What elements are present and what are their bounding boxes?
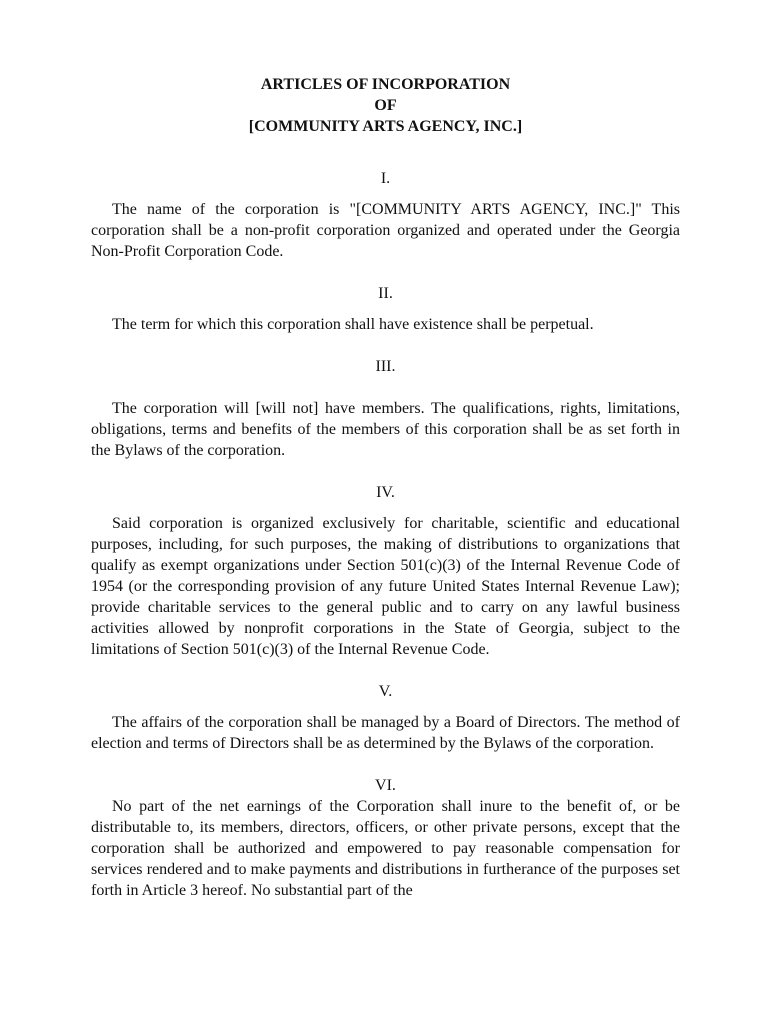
document-page xyxy=(91,74,680,901)
section-number-6: VI. xyxy=(375,777,396,794)
section-text-4: Said corporation is organized exclusively for charitable, scientific and educational purposes, including, for such purposes, the making of distributions to organizations that qualify as exempt organizations under Section 501(c)(3) of the Internal Revenue Code of 1954 (or the corresponding provision of any future United States Internal Revenue Law); provide charitable services to the general public and to carry on any lawful business activities allowed by nonprofit corporations in the State of Georgia, subject to the limitations of Section 501(c)(3) of the Internal Revenue Code. xyxy=(91,515,680,658)
section-text-5: The affairs of the corporation shall be managed by a Board of Directors. The method of election and terms of Directors shall be as determined by the Bylaws of the corporation. xyxy=(91,714,680,752)
document-title xyxy=(91,74,680,137)
section-number-4: IV. xyxy=(376,484,395,501)
title-line-2: OF xyxy=(374,97,397,114)
section-text-3: The corporation will [will not] have members. The qualifications, rights, limitations, obligations, terms and benefits of the members of this corporation shall be as set forth in the Bylaws of the corporation. xyxy=(91,400,680,459)
section-number-5: V. xyxy=(378,683,393,700)
section-text-2: The term for which this corporation shall have existence shall be perpetual. xyxy=(112,316,594,333)
section-number-3: III. xyxy=(375,358,396,375)
section-text-1: The name of the corporation is "[COMMUNITY ARTS AGENCY, INC.]" This corporation shall be a non-profit corporation organized and operated under the Georgia Non-Profit Corporation Code. xyxy=(91,201,680,260)
section-number-1: I. xyxy=(380,170,391,187)
section-text-6: No part of the net earnings of the Corporation shall inure to the benefit of, or be distributable to, its members, directors, officers, or other private persons, except that the corporation shall be authorized and empowered to pay reasonable compensation for services rendered and to make payments and distributions in furtherance of the purposes set forth in Article 3 hereof. No substantial part of the xyxy=(91,798,680,899)
title-line-1: ARTICLES OF INCORPORATION xyxy=(260,76,511,93)
title-line-3: [COMMUNITY ARTS AGENCY, INC.] xyxy=(248,118,523,135)
section-number-2: II. xyxy=(378,285,393,302)
